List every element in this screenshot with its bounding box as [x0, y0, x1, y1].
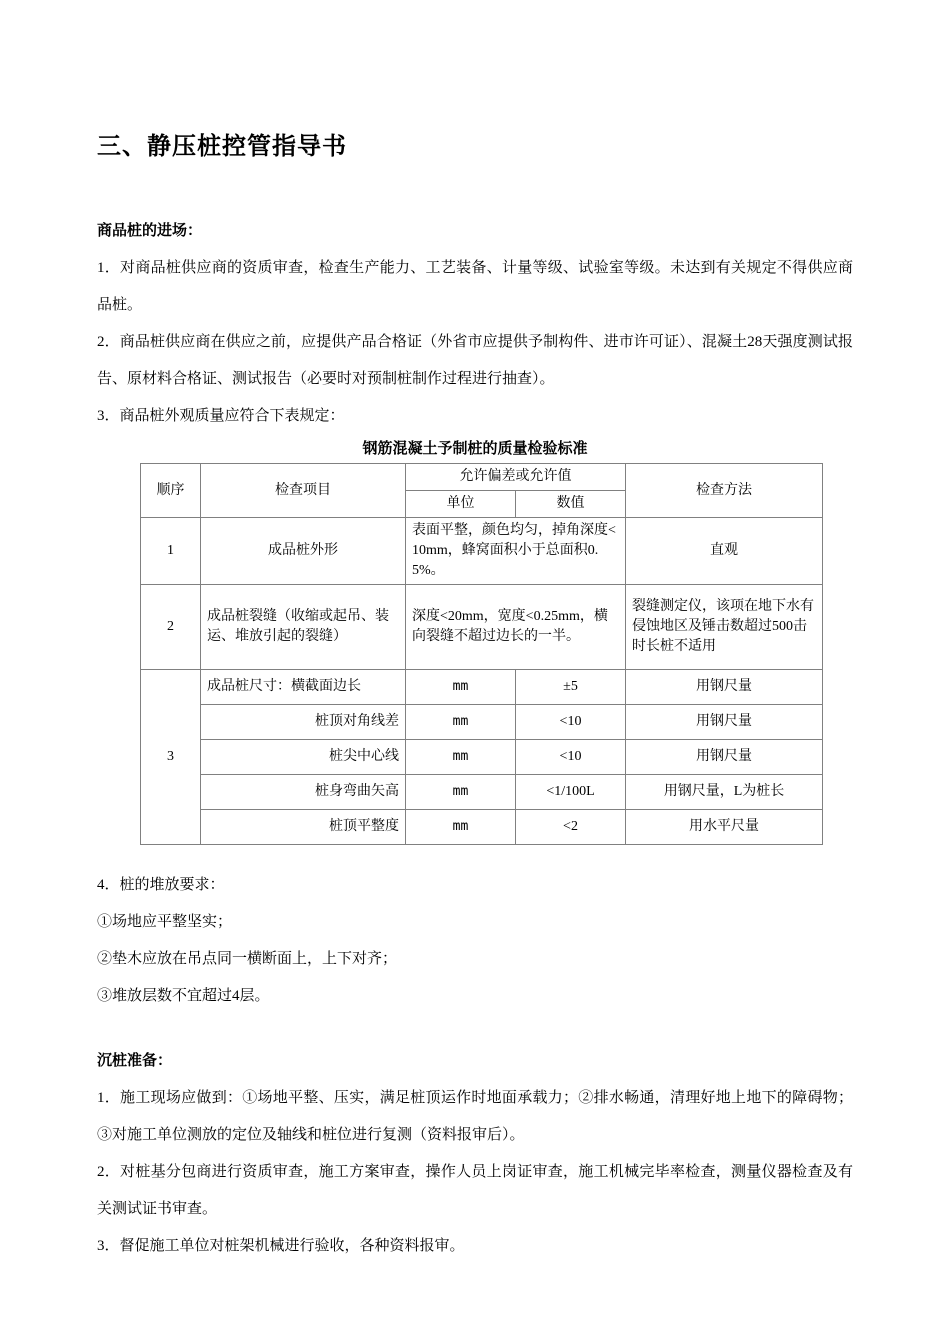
paragraph-prep-3: 3．督促施工单位对桩架机械进行验收，各种资料报审。 [97, 1238, 465, 1254]
cell-item: 成品桩裂缝（收缩或起吊、装运、堆放引起的裂缝） [201, 585, 406, 670]
cell-method: 用钢尺量 [626, 740, 823, 775]
paragraph-prep-1: 1．施工现场应做到：①场地平整、压实，满足桩顶运作时地面承载力；②排水畅通，清理好地上地下的障碍物；③对施工单位测放的定位及轴线和桩位进行复测（资料报审后）。 [97, 1090, 853, 1143]
cell-tolerance: 深度<20mm，宽度<0.25mm，横向裂缝不超过边长的一半。 [406, 585, 626, 670]
cell-method: 裂缝测定仪，该项在地下水有侵蚀地区及锤击数超过500击时长桩不适用 [626, 585, 823, 670]
cell-unit: mm [406, 810, 516, 845]
cell-value: <10 [516, 740, 626, 775]
cell-unit: mm [406, 670, 516, 705]
table-header-row-1 [141, 464, 823, 491]
stacking-heading: 4．桩的堆放要求： [97, 877, 225, 893]
cell-method: 用水平尺量 [626, 810, 823, 845]
quality-standard-table [140, 463, 823, 845]
table-row-top-flatness [141, 810, 823, 845]
cell-method: 用钢尺量，L为桩长 [626, 775, 823, 810]
cell-unit: mm [406, 775, 516, 810]
table-row-tip-centerline [141, 740, 823, 775]
paragraph-arrival-3: 3．商品桩外观质量应符合下表规定： [97, 408, 345, 424]
cell-item: 成品桩尺寸：横截面边长 [201, 670, 406, 705]
col-header-value: 数值 [516, 491, 626, 518]
col-header-method: 检查方法 [626, 464, 823, 518]
cell-unit: mm [406, 705, 516, 740]
col-header-item: 检查项目 [201, 464, 406, 518]
cell-unit: mm [406, 740, 516, 775]
paragraph-arrival-2: 2．商品桩供应商在供应之前，应提供产品合格证（外省市应提供予制构件、进市许可证）、混凝土28天强度测试报告、原材料合格证、测试报告（必要时对预制桩制作过程进行抽查）。 [97, 334, 853, 387]
cell-order: 1 [141, 518, 201, 585]
cell-method: 用钢尺量 [626, 670, 823, 705]
cell-item: 桩顶平整度 [201, 810, 406, 845]
page-title: 三、静压桩控管指导书 [97, 133, 347, 160]
cell-item: 桩顶对角线差 [201, 705, 406, 740]
col-header-unit: 单位 [406, 491, 516, 518]
table-row-appearance [141, 518, 823, 585]
cell-item: 成品桩外形 [201, 518, 406, 585]
cell-value: <10 [516, 705, 626, 740]
stacking-item-1: ①场地应平整坚实； [97, 914, 233, 930]
cell-order: 3 [141, 670, 201, 845]
section-heading-sinking-prep: 沉桩准备： [97, 1053, 173, 1069]
cell-method: 用钢尺量 [626, 705, 823, 740]
paragraph-arrival-1: 1．对商品桩供应商的资质审查，检查生产能力、工艺装备、计量等级、试验室等级。未达到有关规定不得供应商品桩。 [97, 260, 853, 313]
cell-value: ±5 [516, 670, 626, 705]
stacking-item-2: ②垫木应放在吊点同一横断面上，上下对齐； [97, 951, 398, 967]
table-row-section-length [141, 670, 823, 705]
cell-item: 桩尖中心线 [201, 740, 406, 775]
stacking-item-3: ③堆放层数不宜超过4层。 [97, 988, 270, 1004]
cell-order: 2 [141, 585, 201, 670]
cell-value: <1/100L [516, 775, 626, 810]
table-caption: 钢筋混凝土予制桩的质量检验标准 [362, 441, 588, 457]
paragraph-prep-2: 2．对桩基分包商进行资质审查，施工方案审查，操作人员上岗证审查，施工机械完毕率检查，测量仪器检查及有关测试证书审查。 [97, 1164, 853, 1217]
cell-tolerance: 表面平整，颜色均匀，掉角深度<10mm，蜂窝面积小于总面积0.5%。 [406, 518, 626, 585]
cell-method: 直观 [626, 518, 823, 585]
table-row-bending [141, 775, 823, 810]
table-row-cracks [141, 585, 823, 670]
cell-value: <2 [516, 810, 626, 845]
table-row-diagonal [141, 705, 823, 740]
col-header-tolerance: 允许偏差或允许值 [406, 464, 626, 491]
section-heading-pile-arrival: 商品桩的进场： [97, 223, 203, 239]
col-header-order: 顺序 [141, 464, 201, 518]
cell-item: 桩身弯曲矢高 [201, 775, 406, 810]
